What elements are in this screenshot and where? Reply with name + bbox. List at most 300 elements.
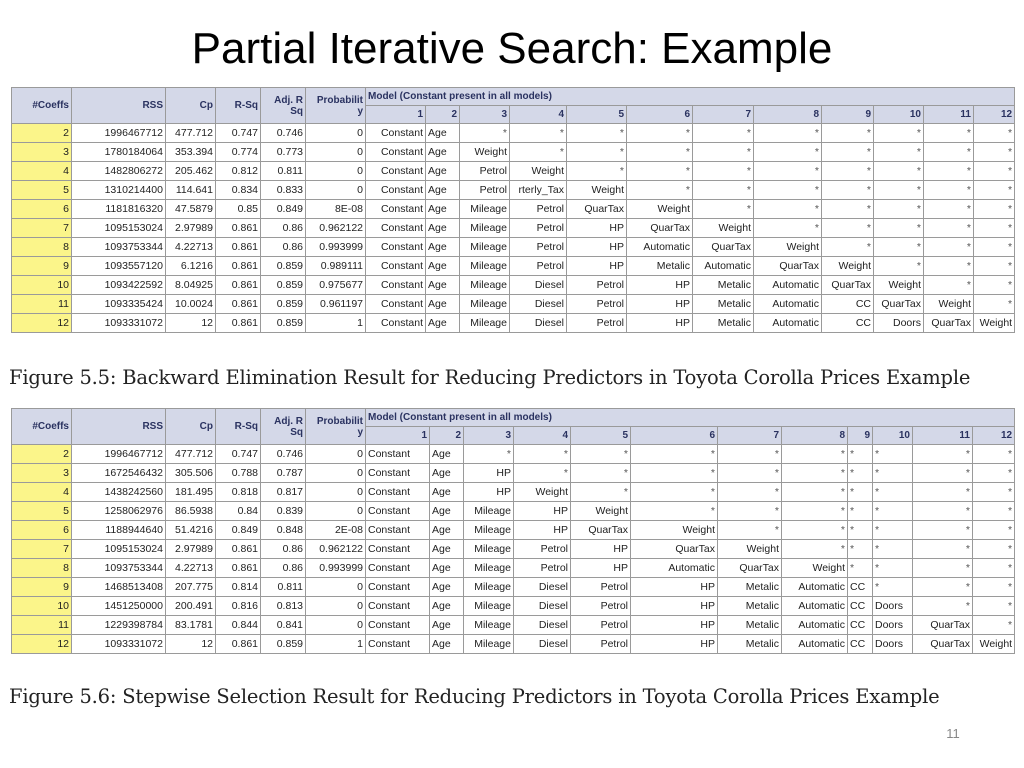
model-cell: * xyxy=(693,124,754,143)
model-cell: Constant xyxy=(366,238,426,257)
header-coeffs: #Coeffs xyxy=(12,409,72,445)
header-adj-rsq: Adj. R Sq xyxy=(261,88,306,124)
model-cell: QuarTax xyxy=(571,521,631,540)
coeffs-cell: 9 xyxy=(12,578,72,597)
model-cell: HP xyxy=(631,597,718,616)
model-cell: Constant xyxy=(366,540,430,559)
stat-cell: 0.849 xyxy=(261,200,306,219)
model-cell: * xyxy=(718,464,782,483)
model-cell: Petrol xyxy=(514,540,571,559)
stat-cell: 0.747 xyxy=(216,124,261,143)
model-cell: Mileage xyxy=(460,257,510,276)
model-cell: Mileage xyxy=(460,238,510,257)
model-cell: * xyxy=(848,445,873,464)
model-cell: * xyxy=(913,483,973,502)
coeffs-cell: 7 xyxy=(12,540,72,559)
stat-cell: 1780184064 xyxy=(72,143,166,162)
stat-cell: 0.86 xyxy=(261,559,306,578)
model-cell: * xyxy=(973,483,1015,502)
model-cell: Automatic xyxy=(631,559,718,578)
model-cell: Weight xyxy=(718,540,782,559)
model-cell: * xyxy=(873,483,913,502)
stat-cell: 0.746 xyxy=(261,445,306,464)
model-cell: * xyxy=(464,445,514,464)
model-cell: Constant xyxy=(366,578,430,597)
stat-cell: 0.859 xyxy=(261,295,306,314)
stat-cell: 1093422592 xyxy=(72,276,166,295)
model-cell: Automatic xyxy=(627,238,693,257)
model-cell: * xyxy=(782,464,848,483)
table-row xyxy=(12,257,1015,276)
model-cell: HP xyxy=(514,502,571,521)
table-row xyxy=(12,276,1015,295)
model-cell: Age xyxy=(426,124,460,143)
model-cell: Constant xyxy=(366,635,430,654)
model-cell: * xyxy=(631,445,718,464)
model-cell: Constant xyxy=(366,276,426,295)
model-cell: Weight xyxy=(567,181,627,200)
model-col-header: 2 xyxy=(426,106,460,124)
model-cell: Age xyxy=(430,635,464,654)
model-cell: Constant xyxy=(366,314,426,333)
table-row xyxy=(12,502,1015,521)
header-coeffs: #Coeffs xyxy=(12,88,72,124)
model-cell: Age xyxy=(426,181,460,200)
model-cell: Weight xyxy=(874,276,924,295)
model-cell: * xyxy=(974,200,1015,219)
table-row xyxy=(12,238,1015,257)
header-rsq: R-Sq xyxy=(216,409,261,445)
table-row xyxy=(12,578,1015,597)
stat-cell: 207.775 xyxy=(166,578,216,597)
model-cell: Weight xyxy=(510,162,567,181)
model-cell: * xyxy=(973,616,1015,635)
model-cell: * xyxy=(571,445,631,464)
model-col-header: 7 xyxy=(693,106,754,124)
model-cell: * xyxy=(510,124,567,143)
model-cell: Constant xyxy=(366,597,430,616)
stat-cell: 1093557120 xyxy=(72,257,166,276)
model-cell: QuarTax xyxy=(913,616,973,635)
stat-cell: 0.844 xyxy=(216,616,261,635)
stat-cell: 0.861 xyxy=(216,238,261,257)
model-cell: Mileage xyxy=(460,200,510,219)
model-cell: * xyxy=(913,597,973,616)
stat-cell: 0.839 xyxy=(261,502,306,521)
model-cell: * xyxy=(631,483,718,502)
model-cell: CC xyxy=(848,597,873,616)
stat-cell: 477.712 xyxy=(166,445,216,464)
model-cell: Metalic xyxy=(693,276,754,295)
model-cell: Age xyxy=(426,238,460,257)
header-cp: Cp xyxy=(166,88,216,124)
stat-cell: 114.641 xyxy=(166,181,216,200)
model-cell: Weight xyxy=(974,314,1015,333)
model-cell: Petrol xyxy=(567,295,627,314)
model-cell: Diesel xyxy=(514,635,571,654)
model-cell: * xyxy=(693,143,754,162)
stat-cell: 0.84 xyxy=(216,502,261,521)
stat-cell: 0 xyxy=(306,483,366,502)
model-cell: Diesel xyxy=(514,616,571,635)
model-cell: Mileage xyxy=(460,295,510,314)
model-cell: * xyxy=(822,219,874,238)
coeffs-cell: 7 xyxy=(12,219,72,238)
stat-cell: 86.5938 xyxy=(166,502,216,521)
model-cell: * xyxy=(510,143,567,162)
model-col-header: 8 xyxy=(754,106,822,124)
model-cell: Petrol xyxy=(460,162,510,181)
model-cell: * xyxy=(973,502,1015,521)
stat-cell: 2E-08 xyxy=(306,521,366,540)
coeffs-cell: 6 xyxy=(12,200,72,219)
coeffs-cell: 9 xyxy=(12,257,72,276)
model-cell: QuarTax xyxy=(627,219,693,238)
model-cell: * xyxy=(754,143,822,162)
model-cell: Automatic xyxy=(754,314,822,333)
model-cell: * xyxy=(913,540,973,559)
stat-cell: 0 xyxy=(306,578,366,597)
model-cell: Age xyxy=(430,597,464,616)
model-cell: * xyxy=(924,219,974,238)
model-col-header: 6 xyxy=(631,427,718,445)
model-cell: * xyxy=(718,521,782,540)
model-cell: Constant xyxy=(366,200,426,219)
model-cell: * xyxy=(874,219,924,238)
stat-cell: 305.506 xyxy=(166,464,216,483)
model-cell: HP xyxy=(631,635,718,654)
model-cell: * xyxy=(874,124,924,143)
coeffs-cell: 8 xyxy=(12,559,72,578)
model-cell: Doors xyxy=(874,314,924,333)
stat-cell: 0.811 xyxy=(261,162,306,181)
model-cell: Petrol xyxy=(510,219,567,238)
model-cell: * xyxy=(924,257,974,276)
model-cell: Metalic xyxy=(627,257,693,276)
model-col-header: 5 xyxy=(571,427,631,445)
stat-cell: 0.817 xyxy=(261,483,306,502)
model-cell: * xyxy=(627,124,693,143)
model-col-header: 1 xyxy=(366,427,430,445)
model-cell: * xyxy=(973,559,1015,578)
stat-cell: 477.712 xyxy=(166,124,216,143)
stat-cell: 1095153024 xyxy=(72,219,166,238)
stat-cell: 4.22713 xyxy=(166,559,216,578)
model-cell: Diesel xyxy=(510,314,567,333)
model-cell: * xyxy=(874,162,924,181)
stat-cell: 205.462 xyxy=(166,162,216,181)
model-cell: * xyxy=(924,181,974,200)
model-cell: Petrol xyxy=(571,578,631,597)
model-cell: * xyxy=(754,200,822,219)
table-row xyxy=(12,314,1015,333)
model-cell: HP xyxy=(627,295,693,314)
model-col-header: 3 xyxy=(464,427,514,445)
coeffs-cell: 11 xyxy=(12,616,72,635)
model-cell: * xyxy=(973,578,1015,597)
stat-cell: 0.859 xyxy=(261,257,306,276)
table-row xyxy=(12,162,1015,181)
model-col-header: 5 xyxy=(567,106,627,124)
model-cell: Mileage xyxy=(464,540,514,559)
stat-cell: 10.0024 xyxy=(166,295,216,314)
model-cell: Petrol xyxy=(510,200,567,219)
model-cell: * xyxy=(974,124,1015,143)
model-cell: Petrol xyxy=(514,559,571,578)
model-cell: * xyxy=(567,162,627,181)
model-cell: * xyxy=(718,483,782,502)
model-cell: * xyxy=(973,445,1015,464)
model-col-header: 6 xyxy=(627,106,693,124)
model-cell: * xyxy=(822,124,874,143)
model-cell: * xyxy=(873,445,913,464)
model-cell: * xyxy=(754,162,822,181)
model-cell: QuarTax xyxy=(693,238,754,257)
table-row xyxy=(12,483,1015,502)
model-cell: Constant xyxy=(366,502,430,521)
coeffs-cell: 3 xyxy=(12,143,72,162)
coeffs-cell: 4 xyxy=(12,162,72,181)
coeffs-cell: 5 xyxy=(12,502,72,521)
model-cell: * xyxy=(460,124,510,143)
stat-cell: 1996467712 xyxy=(72,124,166,143)
stat-cell: 1093753344 xyxy=(72,559,166,578)
model-cell: Metalic xyxy=(693,314,754,333)
model-cell: * xyxy=(631,502,718,521)
model-cell: Automatic xyxy=(754,276,822,295)
model-cell: * xyxy=(782,540,848,559)
table-row xyxy=(12,559,1015,578)
model-cell: * xyxy=(514,445,571,464)
model-cell: * xyxy=(913,578,973,597)
stat-cell: 0.787 xyxy=(261,464,306,483)
model-cell: Constant xyxy=(366,464,430,483)
stat-cell: 0.86 xyxy=(261,219,306,238)
stat-cell: 2.97989 xyxy=(166,219,216,238)
model-cell: Automatic xyxy=(693,257,754,276)
model-cell: CC xyxy=(822,314,874,333)
model-cell: * xyxy=(627,162,693,181)
model-cell: * xyxy=(974,257,1015,276)
model-cell: Age xyxy=(430,578,464,597)
model-cell: * xyxy=(873,464,913,483)
header-rsq: R-Sq xyxy=(216,88,261,124)
table-row xyxy=(12,143,1015,162)
model-col-header: 8 xyxy=(782,427,848,445)
model-cell: * xyxy=(822,181,874,200)
model-cell: Mileage xyxy=(464,616,514,635)
model-cell: * xyxy=(848,559,873,578)
model-col-header: 10 xyxy=(873,427,913,445)
model-cell: * xyxy=(913,502,973,521)
model-cell: Constant xyxy=(366,445,430,464)
model-cell: Metalic xyxy=(718,578,782,597)
model-cell: Petrol xyxy=(571,616,631,635)
model-cell: Petrol xyxy=(510,238,567,257)
model-cell: Constant xyxy=(366,162,426,181)
model-cell: Age xyxy=(426,143,460,162)
stat-cell: 0 xyxy=(306,181,366,200)
model-cell: * xyxy=(873,578,913,597)
stat-cell: 51.4216 xyxy=(166,521,216,540)
model-cell: QuarTax xyxy=(631,540,718,559)
stat-cell: 1482806272 xyxy=(72,162,166,181)
stat-cell: 1 xyxy=(306,635,366,654)
model-cell: * xyxy=(874,257,924,276)
model-cell: * xyxy=(718,502,782,521)
model-cell: Constant xyxy=(366,559,430,578)
model-cell: * xyxy=(754,181,822,200)
stat-cell: 0.962122 xyxy=(306,219,366,238)
stat-cell: 1258062976 xyxy=(72,502,166,521)
model-cell: * xyxy=(973,597,1015,616)
model-cell: Constant xyxy=(366,143,426,162)
model-cell: * xyxy=(913,464,973,483)
model-cell: Weight xyxy=(631,521,718,540)
coeffs-cell: 11 xyxy=(12,295,72,314)
stat-cell: 1 xyxy=(306,314,366,333)
stat-cell: 200.491 xyxy=(166,597,216,616)
coeffs-cell: 3 xyxy=(12,464,72,483)
stat-cell: 0.849 xyxy=(216,521,261,540)
stat-cell: 0 xyxy=(306,124,366,143)
stat-cell: 0.861 xyxy=(216,314,261,333)
model-cell: * xyxy=(631,464,718,483)
table-row xyxy=(12,124,1015,143)
model-cell: Metalic xyxy=(718,616,782,635)
stat-cell: 0 xyxy=(306,597,366,616)
stat-cell: 0.747 xyxy=(216,445,261,464)
model-col-header: 12 xyxy=(973,427,1015,445)
model-cell: Constant xyxy=(366,616,430,635)
model-cell: * xyxy=(913,521,973,540)
model-cell: * xyxy=(848,540,873,559)
stat-cell: 0.861 xyxy=(216,559,261,578)
stat-cell: 12 xyxy=(166,314,216,333)
stat-cell: 1093753344 xyxy=(72,238,166,257)
model-cell: * xyxy=(874,238,924,257)
coeffs-cell: 10 xyxy=(12,276,72,295)
model-cell: * xyxy=(848,502,873,521)
stat-cell: 1468513408 xyxy=(72,578,166,597)
model-cell: * xyxy=(913,445,973,464)
model-cell: * xyxy=(974,162,1015,181)
model-cell: Mileage xyxy=(460,314,510,333)
model-cell: * xyxy=(571,464,631,483)
model-col-header: 11 xyxy=(924,106,974,124)
stat-cell: 1181816320 xyxy=(72,200,166,219)
model-cell: * xyxy=(873,559,913,578)
model-cell: Metalic xyxy=(693,295,754,314)
model-cell: Petrol xyxy=(567,314,627,333)
coeffs-cell: 2 xyxy=(12,445,72,464)
model-cell: * xyxy=(874,143,924,162)
model-cell: * xyxy=(924,276,974,295)
model-col-header: 2 xyxy=(430,427,464,445)
stat-cell: 1451250000 xyxy=(72,597,166,616)
model-cell: * xyxy=(822,143,874,162)
stat-cell: 0 xyxy=(306,143,366,162)
model-cell: HP xyxy=(627,314,693,333)
model-cell: * xyxy=(974,181,1015,200)
stat-cell: 0.773 xyxy=(261,143,306,162)
model-cell: * xyxy=(924,162,974,181)
model-cell: Petrol xyxy=(571,597,631,616)
model-cell: * xyxy=(924,238,974,257)
table-row xyxy=(12,181,1015,200)
model-cell: Weight xyxy=(571,502,631,521)
model-cell: Automatic xyxy=(782,635,848,654)
figure-caption-5-5: Figure 5.5: Backward Elimination Result for Reducing Predictors in Toyota Corolla Prices Example xyxy=(9,366,971,389)
model-cell: Diesel xyxy=(510,295,567,314)
stat-cell: 0.814 xyxy=(216,578,261,597)
table-row xyxy=(12,200,1015,219)
stat-cell: 6.1216 xyxy=(166,257,216,276)
model-cell: Constant xyxy=(366,257,426,276)
model-cell: Age xyxy=(426,276,460,295)
model-cell: Weight xyxy=(924,295,974,314)
model-cell: * xyxy=(782,521,848,540)
table-row xyxy=(12,597,1015,616)
model-cell: Age xyxy=(426,219,460,238)
model-cell: Age xyxy=(430,464,464,483)
model-cell: CC xyxy=(848,616,873,635)
stat-cell: 12 xyxy=(166,635,216,654)
model-cell: Doors xyxy=(873,597,913,616)
model-cell: HP xyxy=(631,578,718,597)
model-cell: rterly_Tax xyxy=(510,181,567,200)
model-cell: * xyxy=(567,124,627,143)
stat-cell: 0.818 xyxy=(216,483,261,502)
model-cell: Metalic xyxy=(718,635,782,654)
stat-cell: 1229398784 xyxy=(72,616,166,635)
model-cell: Weight xyxy=(627,200,693,219)
header-model: Model (Constant present in all models) xyxy=(366,409,1015,427)
table-row xyxy=(12,540,1015,559)
slide-title: Partial Iterative Search: Example xyxy=(191,24,833,73)
model-cell: HP xyxy=(464,483,514,502)
model-cell: Weight xyxy=(514,483,571,502)
model-cell: Petrol xyxy=(567,276,627,295)
header-rss: RSS xyxy=(72,409,166,445)
table-row xyxy=(12,635,1015,654)
model-cell: HP xyxy=(631,616,718,635)
backward-elimination-table xyxy=(11,87,1015,333)
model-col-header: 3 xyxy=(460,106,510,124)
model-cell: Constant xyxy=(366,124,426,143)
model-cell: * xyxy=(754,124,822,143)
stat-cell: 353.394 xyxy=(166,143,216,162)
table-row xyxy=(12,445,1015,464)
model-cell: Weight xyxy=(973,635,1015,654)
model-cell: * xyxy=(974,295,1015,314)
model-cell: Diesel xyxy=(510,276,567,295)
model-cell: * xyxy=(973,540,1015,559)
model-cell: Age xyxy=(426,200,460,219)
stat-cell: 1438242560 xyxy=(72,483,166,502)
stat-cell: 0.811 xyxy=(261,578,306,597)
stat-cell: 0.861 xyxy=(216,276,261,295)
model-cell: Constant xyxy=(366,181,426,200)
model-cell: HP xyxy=(464,464,514,483)
model-col-header: 7 xyxy=(718,427,782,445)
model-col-header: 11 xyxy=(913,427,973,445)
header-probability: Probabilit y xyxy=(306,88,366,124)
model-cell: Weight xyxy=(693,219,754,238)
coeffs-cell: 10 xyxy=(12,597,72,616)
model-cell: Weight xyxy=(754,238,822,257)
model-cell: CC xyxy=(848,578,873,597)
